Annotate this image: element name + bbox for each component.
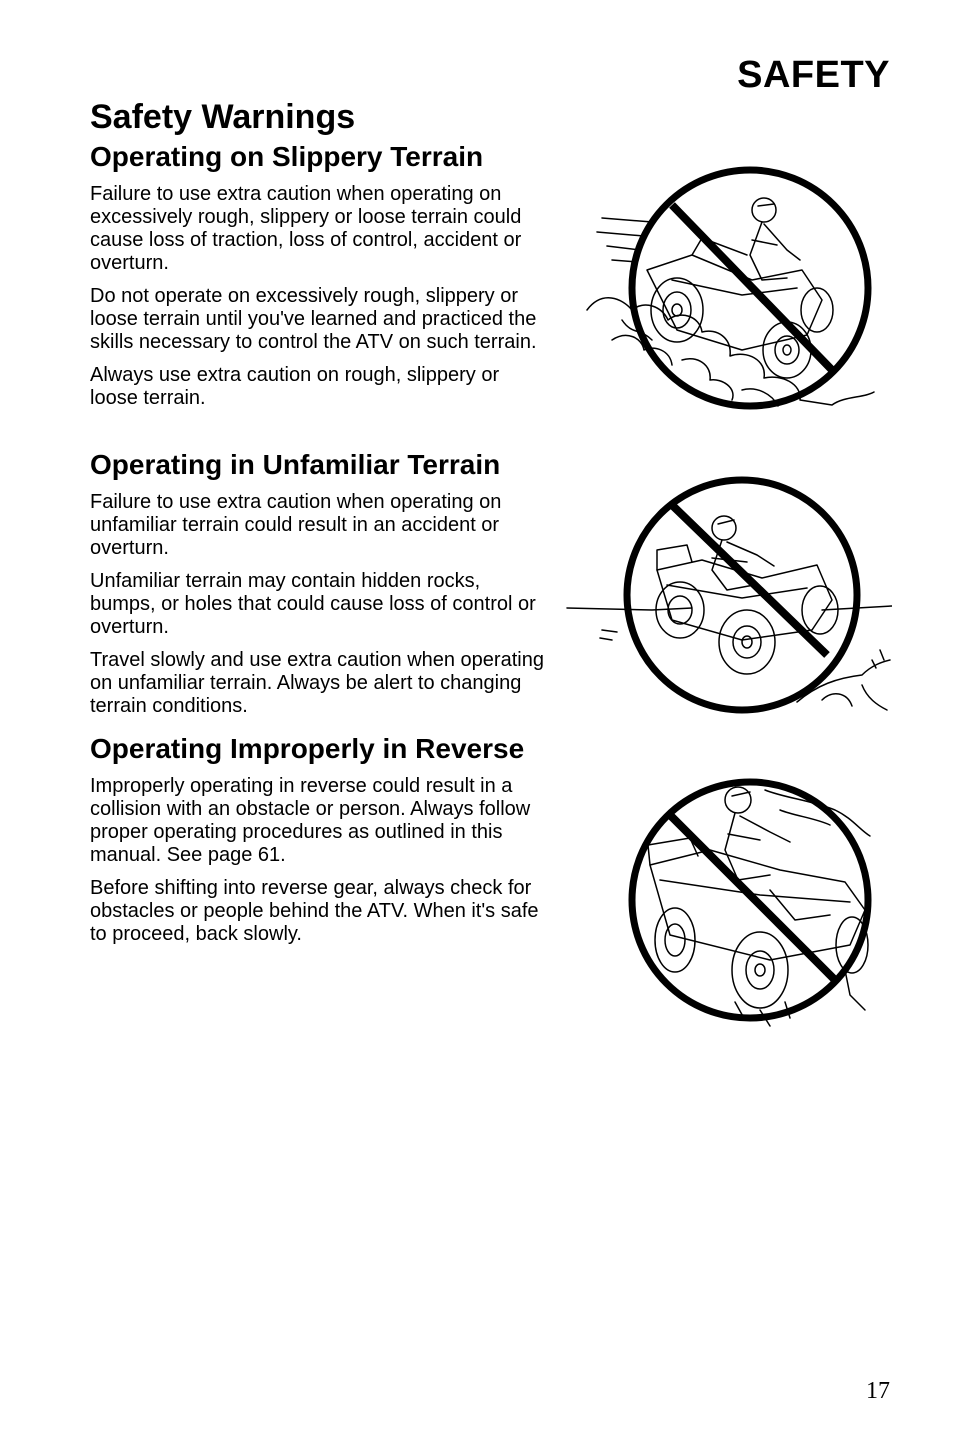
- prohibited-atv-reverse-icon: [620, 770, 880, 1030]
- paragraph: Unfamiliar terrain may contain hidden rocks, bumps, or holes that could cause loss of control or overturn.: [90, 570, 536, 638]
- paragraph: Failure to use extra caution when operating on unfamiliar terrain could result in an accident or overturn.: [90, 491, 502, 559]
- prohibited-atv-unfamiliar-terrain-icon: [562, 470, 892, 720]
- section-heading: Operating in Unfamiliar Terrain: [90, 449, 501, 480]
- paragraph: Always use extra caution on rough, slippery or loose terrain.: [90, 364, 500, 409]
- paragraph: Do not operate on excessively rough, slippery or loose terrain until you've learned and practiced the skills necessary to control the ATV on such terrain.: [90, 285, 537, 353]
- section-heading: Operating Improperly in Reverse: [90, 733, 525, 764]
- section-header: SAFETY: [737, 54, 890, 96]
- prohibited-atv-slippery-terrain-icon: [582, 160, 882, 430]
- paragraph: Travel slowly and use extra caution when operating on unfamiliar terrain. Always be alert to changing terrain conditions.: [90, 649, 544, 717]
- section-improper-reverse: [90, 734, 540, 956]
- section-heading: Operating on Slippery Terrain: [90, 141, 484, 172]
- paragraph: Before shifting into reverse gear, always check for obstacles or people behind the ATV. When it's safe to proceed, back slowly.: [90, 877, 539, 945]
- paragraph: Failure to use extra caution when operating on excessively rough, slippery or loose terrain could cause loss of traction, loss of control, accident or overturn.: [90, 183, 522, 274]
- page-title: Safety Warnings: [90, 98, 356, 136]
- section-unfamiliar-terrain: [90, 450, 550, 728]
- section-slippery-terrain: [90, 142, 550, 420]
- page-number: 17: [866, 1378, 890, 1404]
- paragraph: Improperly operating in reverse could result in a collision with an obstacle or person. Always follow proper operating procedures as outlined in this manual. See page 61.: [90, 775, 531, 866]
